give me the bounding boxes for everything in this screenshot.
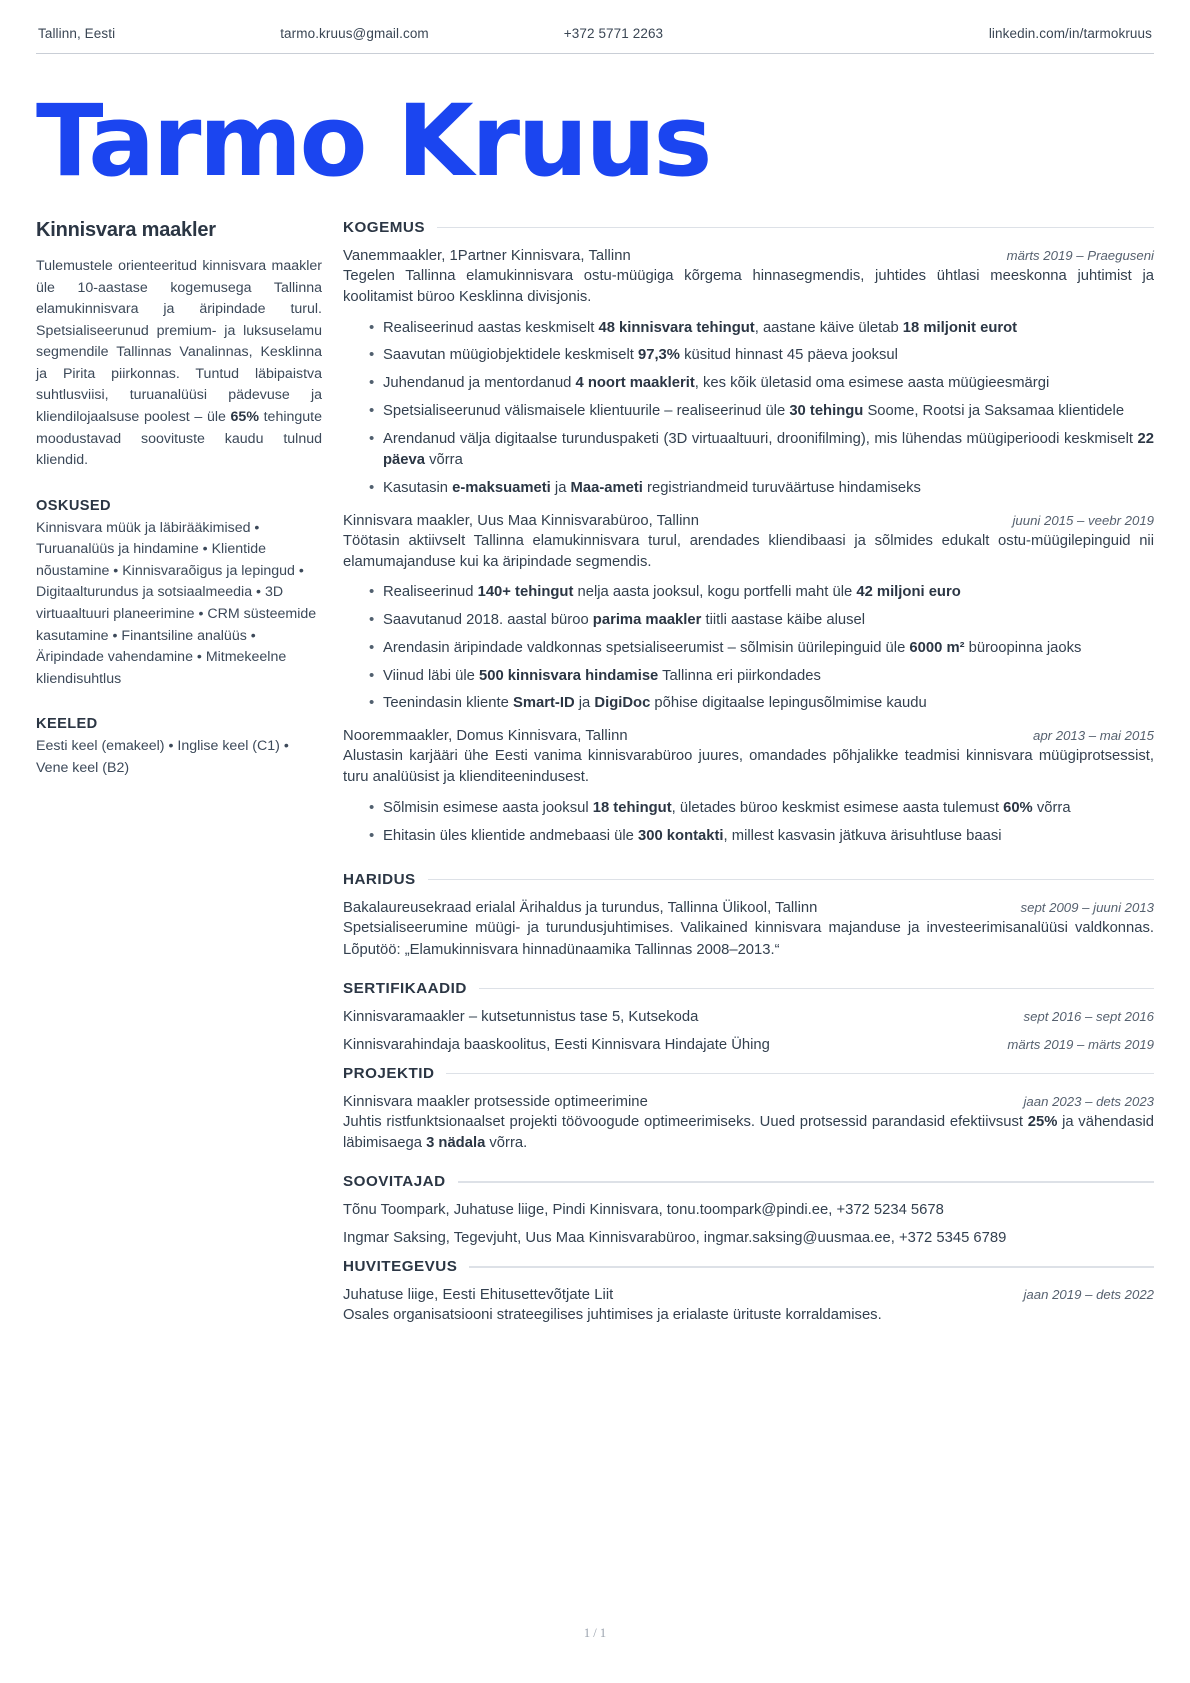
bullet-item: • Ehitasin üles klientide andmebaasi üle 300 kontakti, millest kasvasin jätkuva ärisuhtluse baasi — [369, 826, 1154, 848]
entry-header — [343, 728, 1154, 744]
entry-date: juuni 2015 – veebr 2019 — [1012, 512, 1154, 528]
main-content — [336, 219, 1154, 1340]
projects-list — [343, 1094, 1154, 1155]
entry-bullets — [343, 582, 1154, 715]
bullet-item: • Realiseerinud 140+ tehingut nelja aasta jooksul, kogu portfelli maht üle 42 miljoni euro — [369, 582, 1154, 604]
interests-heading-row — [343, 1258, 1154, 1275]
entry-description: Osales organisatsiooni strateegilises juhtimises ja erialaste ürituste korraldamises. — [343, 1307, 882, 1324]
headline: Kinnisvara maakler — [36, 218, 216, 241]
references-heading-row — [343, 1173, 1154, 1190]
entry-header — [343, 1094, 1154, 1110]
contact-bar — [36, 26, 1154, 54]
bullet-item: • Kasutasin e-maksuameti ja Maa-ameti registriandmeid turuväärtuse hindamiseks — [369, 478, 1154, 500]
list-item — [343, 248, 1154, 500]
section-heading: SOOVITAJAD — [343, 1173, 446, 1191]
bullet-item: • Spetsialiseerunud välismaisele klientuurile – realiseerinud üle 30 tehingu Soome, Rootsi ja Saksamaa klientidele — [369, 401, 1154, 423]
projects-heading-row — [343, 1065, 1154, 1082]
list-item — [343, 1230, 1154, 1246]
section-references — [343, 1173, 1154, 1246]
experience-list — [343, 248, 1154, 847]
interests-list — [343, 1287, 1154, 1326]
list-item — [343, 1287, 1154, 1326]
entry-description: Spetsialiseerumine müügi- ja turundusjuhtimises. Valikained kinnisvara majanduse ja investeerimisanalüüsi valdkonnas. Lõputöö: „Elamukinnisvara hinnadünaamika Tallinnas 2008–2013.“ — [343, 920, 1154, 958]
list-item — [343, 1202, 1154, 1218]
entry-bullets — [343, 318, 1154, 500]
bullet-item: • Arendanud välja digitaalse turunduspaketi (3D virtuaaltuuri, droonifilming), mis lühendas müügiperioodi keskmiselt 22 päeva võrra — [369, 429, 1154, 473]
heading-rule — [446, 1073, 1154, 1074]
languages-heading: KEELED — [36, 716, 98, 733]
reference-text: Ingmar Saksing, Tegevjuht, Uus Maa Kinnisvarabüroo, ingmar.saksing@uusmaa.ee, +372 5345 6789 — [343, 1230, 1007, 1247]
entry-title: Juhatuse liige, Eesti Ehitusettevõtjate Liit — [343, 1287, 614, 1304]
bullet-item: • Sõlmisin esimese aasta jooksul 18 tehingut, ületades büroo keskmist esimese aasta tulemust 60% võrra — [369, 798, 1154, 820]
entry-bullets — [343, 798, 1154, 848]
section-certificates — [343, 980, 1154, 1053]
summary-text: Tulemustele orienteeritud kinnisvara maakler üle 10-aastase kogemusega Tallinna elamukinnisvara ja äripindade turul. Spetsialiseerunud premium- ja luksuselamu segmendile Tallinnas Vanalinnas, Kesklinna ja Pirita piirkonnas. Tuntud läbipaistva suhtlusviisi, turuanalüüsi pädevuse ja kliendilojaalsuse poolest – üle 65% tehingute moodustavad soovituste kaudu tulnud kliendid. — [36, 257, 322, 469]
entry-header — [343, 248, 1154, 264]
contact-linkedin[interactable]: linkedin.com/in/tarmokruus — [988, 26, 1152, 41]
page-title: Tarmo Kruus — [36, 84, 710, 199]
heading-rule — [437, 227, 1154, 228]
section-experience — [343, 219, 1154, 847]
body-columns — [36, 219, 1154, 1340]
entry-header — [343, 513, 1154, 529]
contact-location: Tallinn, Eesti — [38, 26, 116, 41]
heading-rule — [428, 879, 1154, 880]
entry-description: Alustasin karjääri ühe Eesti vanima kinnisvarabüroo juures, omandades põhjalikke teadmisi kinnisvara müügiprotsessist, turu analüüsist ja klienditeenindusest. — [343, 748, 1154, 786]
entry-date: apr 2013 – mai 2015 — [1033, 728, 1154, 744]
bullet-item: • Saavutanud 2018. aastal büroo parima maakler tiitli aastase käibe alusel — [369, 610, 1154, 632]
sidebar — [36, 219, 336, 780]
list-item — [343, 900, 1154, 961]
entry-title: Kinnisvara maakler protsesside optimeerimine — [343, 1093, 648, 1110]
bullet-item: • Juhendanud ja mentordanud 4 noort maaklerit, kes kõik ületasid oma esimese aasta müügieesmärgi — [369, 373, 1154, 395]
entry-description: Töötasin aktiivselt Tallinna elamukinnisvara turul, arendades kliendibaasi ja sõlmides edukalt ostu-müügilepinguid nii elamumajanduse kui ka äripindade segmendis. — [343, 532, 1154, 571]
page-number: 1 / 1 — [583, 1626, 607, 1640]
contact-email[interactable]: tarmo.kruus@gmail.com — [280, 26, 429, 41]
entry-description: Juhtis ristfunktsionaalset projekti töövoogude optimeerimiseks. Uued protsessid parandasid efektiivsust 25% ja vähendasid läbimisaega 3 nädala võrra. — [343, 1113, 1154, 1152]
entry-header — [343, 1287, 1154, 1303]
item-date: märts 2019 – märts 2019 — [1007, 1036, 1154, 1052]
education-heading-row — [343, 871, 1154, 888]
entry-date: märts 2019 – Praeguseni — [1006, 247, 1154, 263]
bullet-item: • Realiseerinud aastas keskmiselt 48 kinnisvara tehingut, aastane käive ületab 18 miljonit eurot — [369, 318, 1154, 340]
certificates-list — [343, 1009, 1154, 1053]
section-education — [343, 871, 1154, 961]
bullet-item: • Teenindasin kliente Smart-ID ja DigiDoc põhise digitaalse lepingusõlmimise kaudu — [369, 693, 1154, 715]
entry-title: Vanemmaakler, 1Partner Kinnisvara, Tallinn — [343, 247, 631, 264]
section-heading: KOGEMUS — [343, 218, 425, 236]
item-title: Kinnisvarahindaja baaskoolitus, Eesti Kinnisvara Hindajate Ühing — [343, 1036, 770, 1053]
heading-rule — [458, 1181, 1154, 1182]
section-heading: SERTIFIKAADID — [343, 979, 467, 997]
section-interests — [343, 1258, 1154, 1326]
entry-date: jaan 2019 – dets 2022 — [1023, 1287, 1154, 1303]
entry-description: Tegelen Tallinna elamukinnisvara ostu-müügiga kõrgema hinnasegmendis, juhtides ühtlasi meeskonna juhtimist ja koolitamist büroo Kesklinna divisjonis. — [343, 267, 1154, 306]
entry-title: Bakalaureusekraad erialal Ärihaldus ja turundus, Tallinna Ülikool, Tallinn — [343, 900, 818, 917]
item-title: Kinnisvaramaakler – kutsetunnistus tase 5, Kutsekoda — [343, 1008, 699, 1025]
heading-rule — [479, 988, 1154, 989]
certificates-heading-row — [343, 980, 1154, 997]
entry-date: sept 2009 – juuni 2013 — [1020, 900, 1154, 916]
entry-date: jaan 2023 – dets 2023 — [1023, 1093, 1154, 1109]
experience-heading-row — [343, 219, 1154, 236]
list-item — [343, 1009, 1154, 1025]
list-item — [343, 728, 1154, 847]
section-projects — [343, 1065, 1154, 1155]
section-heading: HUVITEGEVUS — [343, 1258, 458, 1276]
section-heading: PROJEKTID — [343, 1064, 435, 1082]
contact-phone[interactable]: +372 5771 2263 — [563, 26, 664, 41]
bullet-item: • Viinud läbi üle 500 kinnisvara hindamise Tallinna eri piirkondades — [369, 666, 1154, 688]
section-heading: HARIDUS — [343, 871, 416, 889]
entry-title: Nooremmaakler, Domus Kinnisvara, Tallinn — [343, 728, 628, 745]
skills-text: Kinnisvara müük ja läbirääkimised • Turuanalüüs ja hindamine • Klientide nõustamine • Kinnisvaraõigus ja lepingud • Digitaalturundus ja sotsiaalmeedia • 3D virtuaaltuuri planeerimine • CRM süsteemide kasutamine • Finantsiline analüüs • Äripindade vahendamine • Mitmekeelne kliendisuhtlus — [36, 519, 317, 687]
skills-heading: OSKUSED — [36, 497, 111, 514]
list-item — [343, 1094, 1154, 1155]
entry-title: Kinnisvara maakler, Uus Maa Kinnisvarabüroo, Tallinn — [343, 512, 699, 529]
heading-rule — [469, 1266, 1154, 1267]
education-list — [343, 900, 1154, 961]
bullet-item: • Saavutan müügiobjektidele keskmiselt 97,3% küsitud hinnast 45 päeva jooksul — [369, 345, 1154, 367]
list-item — [343, 513, 1154, 715]
list-item — [343, 1037, 1154, 1053]
reference-text: Tõnu Toompark, Juhatuse liige, Pindi Kinnisvara, tonu.toompark@pindi.ee, +372 5234 5678 — [343, 1202, 944, 1219]
bullet-item: • Arendasin äripindade valdkonnas spetsialiseerumist – sõlmisin üürilepinguid üle 6000 m² büroopinna jaoks — [369, 638, 1154, 660]
entry-header — [343, 900, 1154, 916]
languages-text: Eesti keel (emakeel) • Inglise keel (C1) • Vene keel (B2) — [36, 738, 289, 776]
references-list — [343, 1202, 1154, 1246]
item-date: sept 2016 – sept 2016 — [1023, 1008, 1154, 1024]
